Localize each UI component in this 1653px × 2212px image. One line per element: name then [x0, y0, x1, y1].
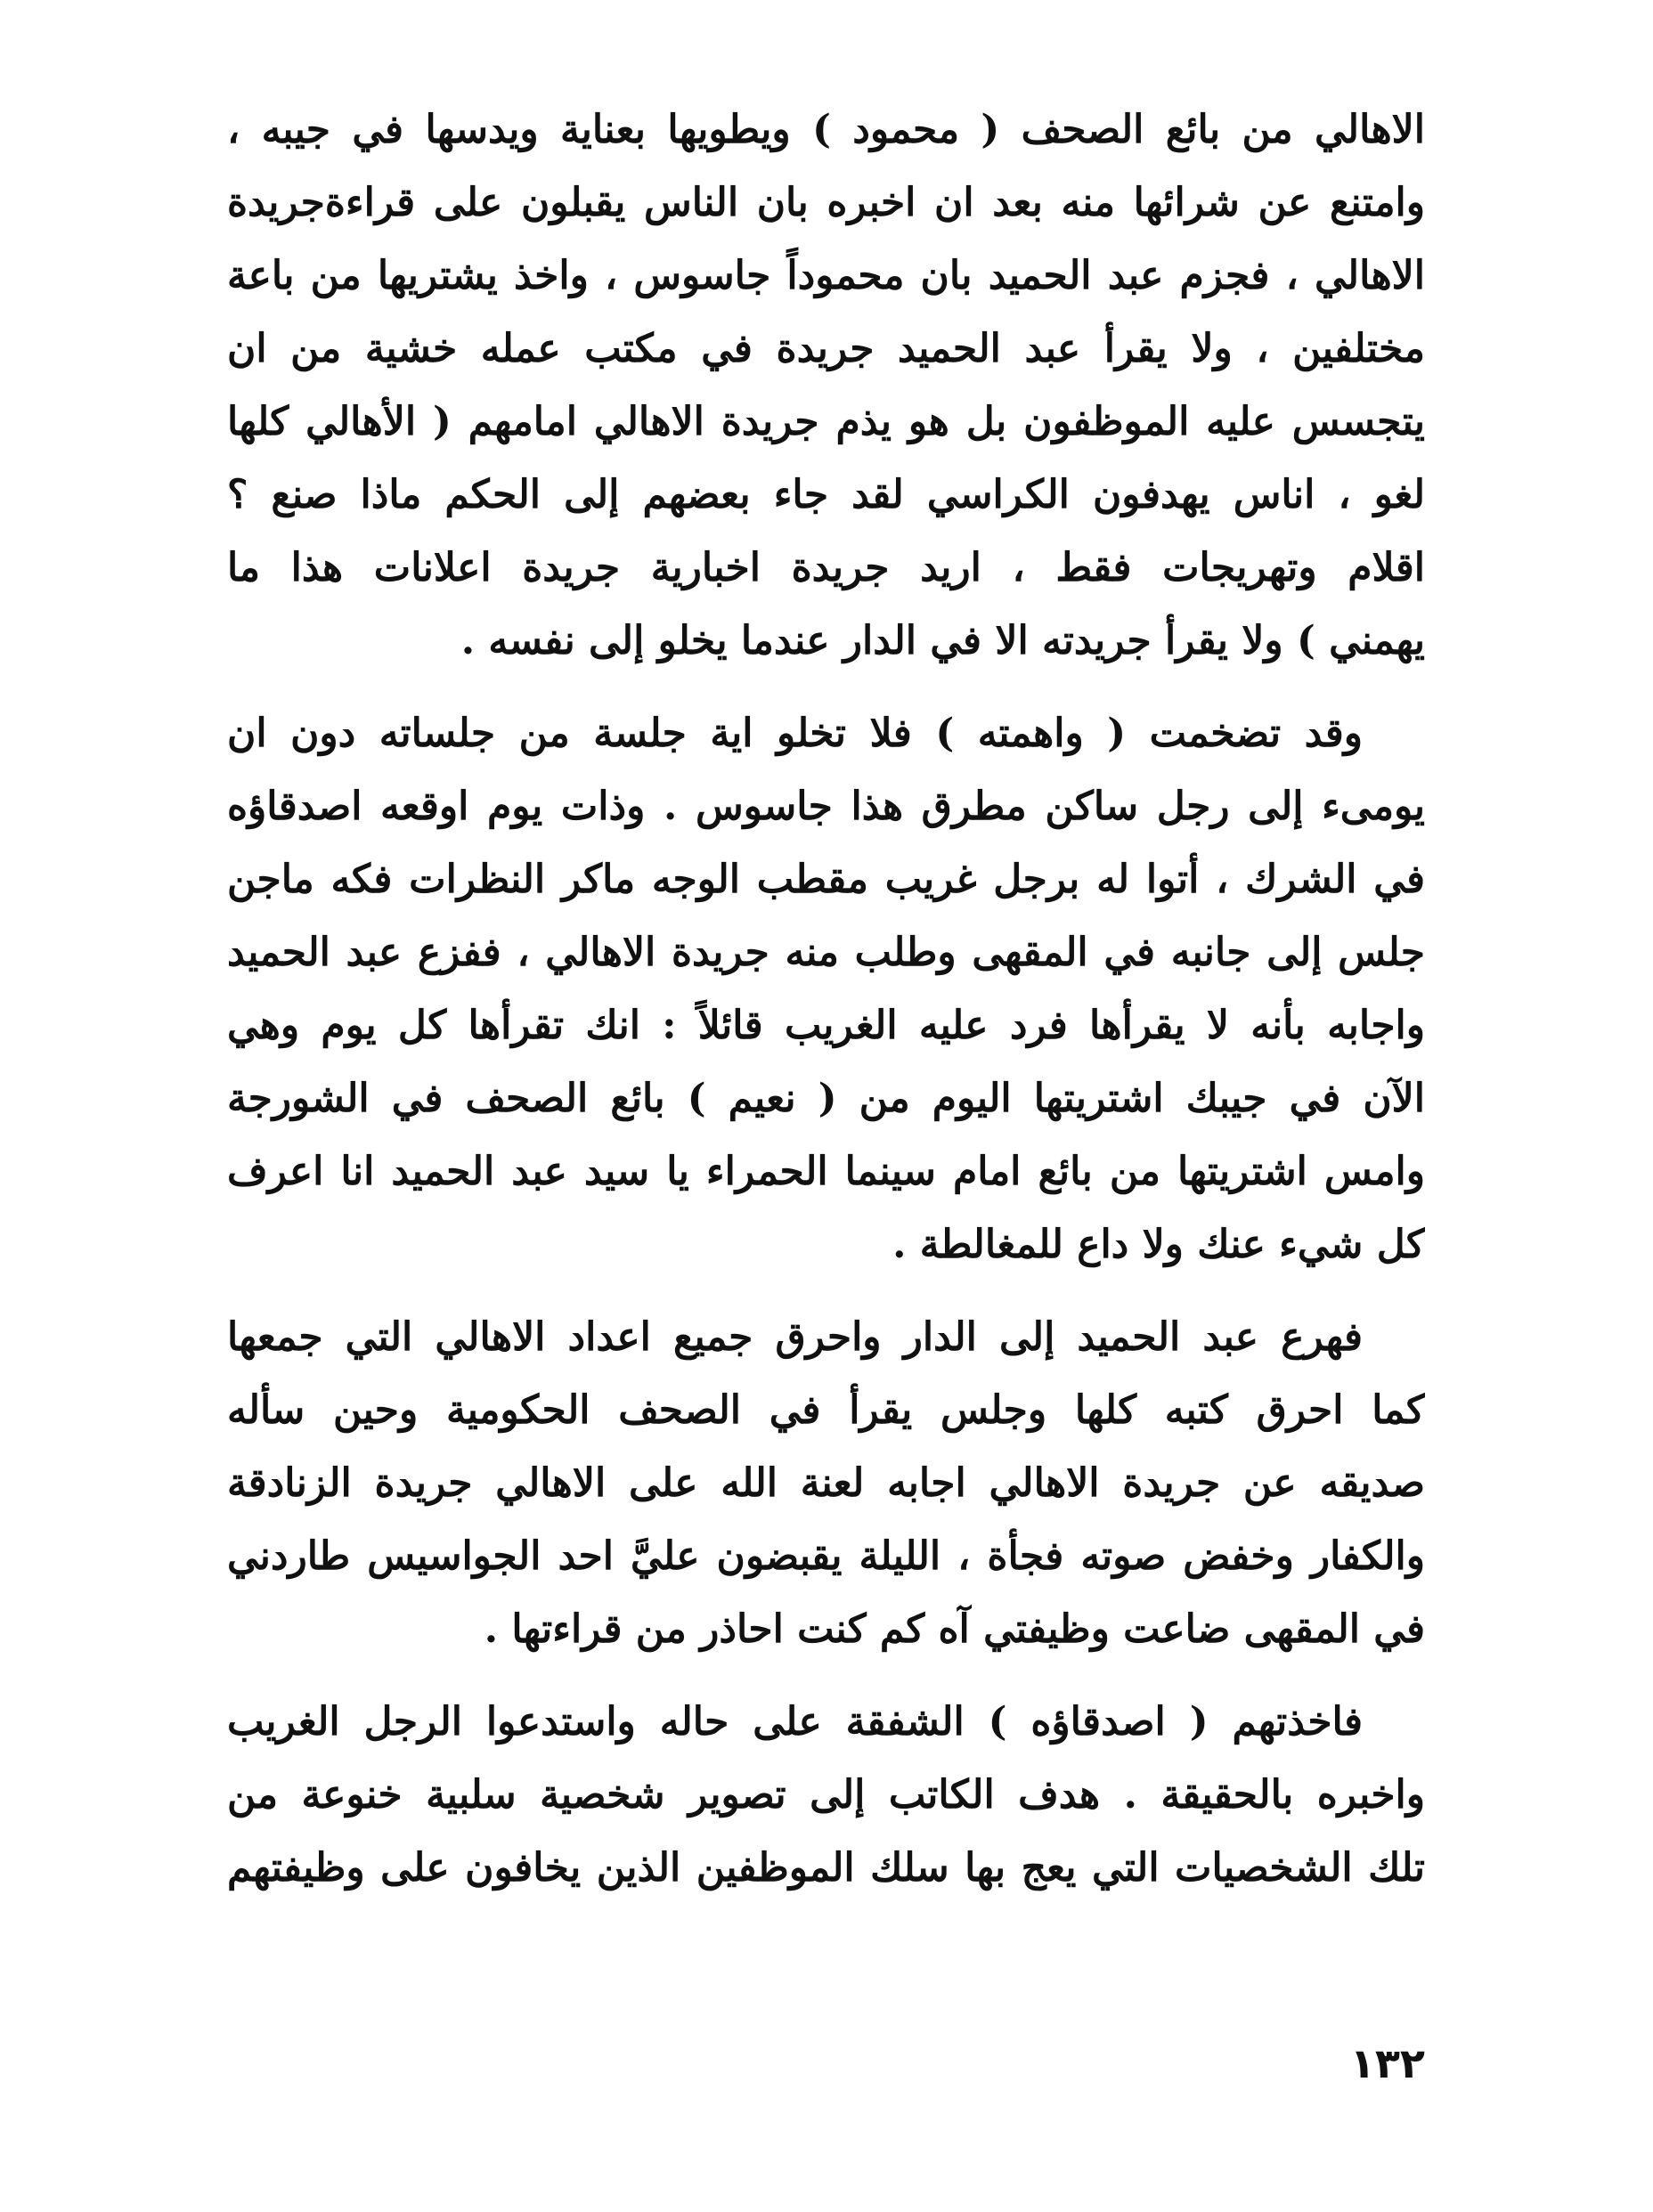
paragraph-2	[227, 697, 1425, 1281]
text-line: واخبره بالحقيقة . هدف الكاتب إلى تصوير شخصية سلبية خنوعة من	[227, 1772, 1425, 1818]
text-line: يهمني ) ولا يقرأ جريدته الا في الدار عندما يخلو إلى نفسه .	[460, 618, 1425, 663]
text-line: في المقهى ضاعت وظيفتي آه كم كنت احاذر من قراءتها .	[484, 1606, 1425, 1652]
text-line: يومىء إلى رجل ساكن مطرق هذا جاسوس . وذات يوم اوقعه اصدقاؤه	[227, 784, 1425, 829]
paragraph-4	[227, 1686, 1425, 1905]
text-line: يتجسس عليه الموظفون بل هو يذم جريدة الاهالي امامهم ( الأهالي كلها	[227, 399, 1425, 444]
text-line: اقلام وتهريجات فقط ، اريد جريدة اخبارية جريدة اعلانات هذا ما	[227, 545, 1425, 590]
text-line: والكفار وخفض صوته فجأة ، الليلة يقبضون عليَّ احد الجواسيس طاردني	[227, 1533, 1425, 1579]
text-line: الآن في جيبك اشتريتها اليوم من ( نعيم ) بائع الصحف في الشورجة	[227, 1076, 1425, 1121]
text-line: الاهالي ، فجزم عبد الحميد بان محموداً جاسوس ، واخذ يشتريها من باعة	[227, 253, 1425, 298]
text-line: كل شيء عنك ولا داع للمغالطة .	[892, 1222, 1425, 1267]
text-line: مختلفين ، ولا يقرأ عبد الحميد جريدة في مكتب عمله خشية من ان	[227, 326, 1425, 371]
text-line: صديقه عن جريدة الاهالي اجابه لعنة الله على الاهالي جريدة الزنادقة	[227, 1460, 1425, 1506]
paragraph-3	[227, 1301, 1425, 1666]
paragraph-1	[227, 94, 1425, 678]
text-line: فهرع عبد الحميد إلى الدار واحرق جميع اعداد الاهالي التي جمعها	[227, 1314, 1363, 1360]
text-line: وامس اشتريتها من بائع امام سينما الحمراء يا سيد عبد الحميد انا اعرف	[227, 1149, 1425, 1194]
text-line: وقد تضخمت ( واهمته ) فلا تخلو اية جلسة من جلساته دون ان	[227, 711, 1363, 756]
text-line: فاخذتهم ( اصدقاؤه ) الشفقة على حاله واستدعوا الرجل الغريب	[227, 1699, 1363, 1744]
page-number: ١٣٢	[1349, 2039, 1425, 2087]
text-line: جلس إلى جانبه في المقهى وطلب منه جريدة الاهالي ، ففزع عبد الحميد	[227, 930, 1425, 975]
text-line: كما احرق كتبه كلها وجلس يقرأ في الصحف الحكومية وحين سأله	[227, 1387, 1425, 1433]
text-line: الاهالي من بائع الصحف ( محمود ) ويطويها بعناية ويدسها في جيبه ،	[227, 107, 1425, 152]
text-line: تلك الشخصيات التي يعج بها سلك الموظفين الذين يخافون على وظيفتهم	[227, 1845, 1425, 1891]
text-line: واجابه بأنه لا يقرأها فرد عليه الغريب قائلاً : انك تقرأها كل يوم وهي	[227, 1003, 1425, 1048]
text-line: لغو ، اناس يهدفون الكراسي لقد جاء بعضهم إلى الحكم ماذا صنع ؟	[227, 472, 1425, 517]
text-line: وامتنع عن شرائها منه بعد ان اخبره بان الناس يقبلون على قراءةجريدة	[227, 180, 1425, 225]
text-line: في الشرك ، أتوا له برجل غريب مقطب الوجه ماكر النظرات فكه ماجن	[227, 857, 1425, 902]
body-text	[227, 94, 1425, 1905]
